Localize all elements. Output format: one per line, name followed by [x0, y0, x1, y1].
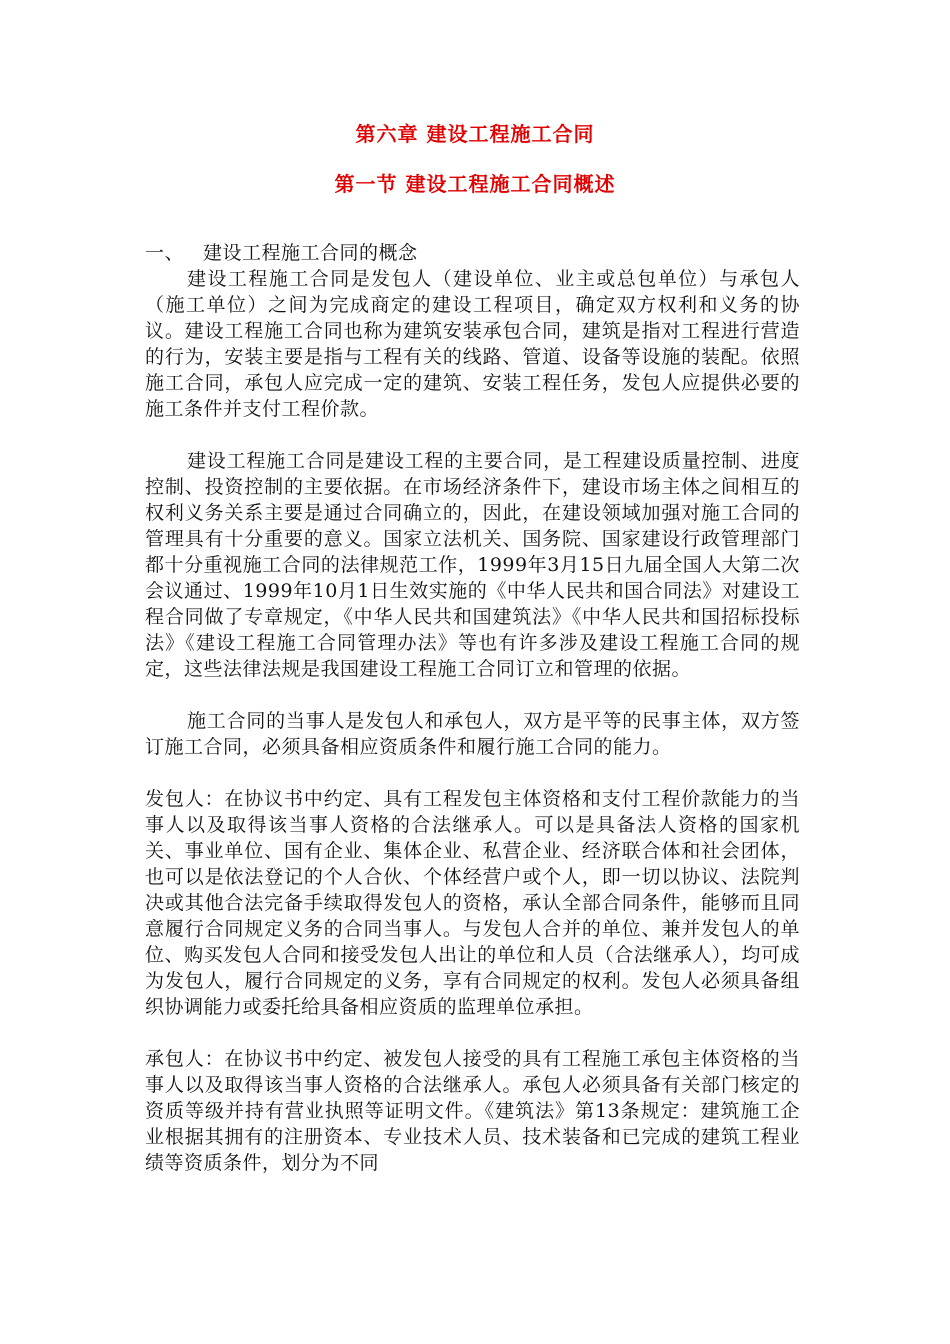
heading-number: 一、: [145, 242, 185, 264]
paragraph-parties: 施工合同的当事人是发包人和承包人，双方是平等的民事主体，双方签订施工合同，必须具备相应资质条件和履行施工合同的能力。: [145, 710, 800, 758]
paragraph-employer: 发包人：在协议书中约定、具有工程发包主体资格和支付工程价款能力的当事人以及取得该当事人资格的合法继承人。可以是具备法人资格的国家机关、事业单位、国有企业、集体企业、私营企业、经济联合体和社会团体，也可以是依法登记的个人合伙、个体经营户或个人，即一切以协议、法院判决或其他合法完备手续取得发包人的资格，承认全部合同条件，能够而且同意履行合同规定义务的合同当事人。与发包人合并的单位、兼并发包人的单位、购买发包人合同和接受发包人出让的单位和人员（合法继承人），均可成为发包人，履行合同规定的义务，享有合同规定的权利。发包人必须具备组织协调能力或委托给具备相应资质的监理单位承担。: [145, 788, 800, 1018]
paragraph-definition: 建设工程施工合同是发包人（建设单位、业主或总包单位）与承包人（施工单位）之间为完成商定的建设工程项目，确定双方权利和义务的协议。建设工程施工合同也称为建筑安装承包合同，建筑是指对工程进行营造的行为，安装主要是指与工程有关的线路、管道、设备等设施的装配。依照施工合同，承包人应完成一定的建筑、安装工程任务，发包人应提供必要的施工条件并支付工程价款。: [145, 268, 800, 420]
subsection-heading: [145, 240, 800, 266]
chapter-title: 第六章 建设工程施工合同: [355, 122, 595, 146]
section-title: 第一节 建设工程施工合同概述: [334, 172, 616, 196]
paragraph-contractor: 承包人：在协议书中约定、被发包人接受的具有工程施工承包主体资格的当事人以及取得该当事人资格的合法继承人。承包人必须具备有关部门核定的资质等级并持有营业执照等证明文件。《建筑法》第13条规定：建筑施工企业根据其拥有的注册资本、专业技术人员、技术装备和已完成的建筑工程业绩等资质条件，划分为不同: [145, 1048, 800, 1174]
document-body: [145, 240, 800, 1176]
paragraph-importance: 建设工程施工合同是建设工程的主要合同，是工程建设质量控制、进度控制、投资控制的主要依据。在市场经济条件下，建设市场主体之间相互的权利义务关系主要是通过合同确立的，因此，在建设领域加强对施工合同的管理具有十分重要的意义。国家立法机关、国务院、国家建设行政管理部门都十分重视施工合同的法律规范工作，1999年3月15日九届全国人大第二次会议通过、1999年10月1日生效实施的《中华人民共和国合同法》对建设工程合同做了专章规定，《中华人民共和国建筑法》《中华人民共和国招标投标法》《建设工程施工合同管理办法》等也有许多涉及建设工程施工合同的规定，这些法律法规是我国建设工程施工合同订立和管理的依据。: [145, 450, 800, 680]
heading-text: 建设工程施工合同的概念: [203, 242, 418, 264]
